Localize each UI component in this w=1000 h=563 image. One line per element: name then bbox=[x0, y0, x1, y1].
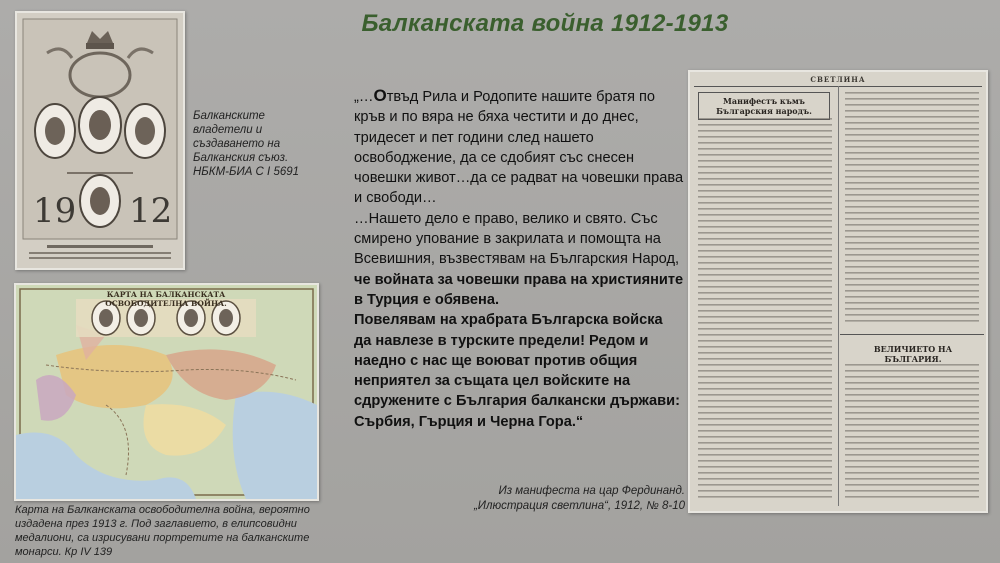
map-caption: Карта на Балканската освободителна война, вероятно издадена през 1913 г. Под заглавието, в елипсовидни медалиони, са изрисувани портретите на балканските монарси. Кр IV 139 bbox=[15, 504, 310, 558]
map-image bbox=[14, 283, 319, 501]
newspaper-headline: Манифестъ къмъ Българския народъ. bbox=[698, 92, 830, 120]
quote-initial: О bbox=[373, 86, 387, 105]
postcard-year-left: 19 bbox=[33, 191, 77, 231]
quote-part2-bold: че войната за човешки права на християните в Турция е обявена. bbox=[354, 271, 684, 308]
quote-open: „… bbox=[354, 89, 374, 105]
source-caption: Из манифеста на цар Фердинанд. „Илюстрация светлина“, 1912, № 8-10 bbox=[473, 485, 685, 512]
newspaper-image bbox=[688, 70, 988, 513]
quote-paragraph-1 bbox=[354, 86, 684, 209]
manifesto-quote bbox=[354, 86, 684, 432]
quote-part1-body: твъд Рила и Родопите нашите братя по кръв и по вяра не бяха честити и до днес, тридесет и пет години след нашето освободжение, да се сдобият със снесен човешки живот…да се радват на човешки права и свободи… bbox=[354, 89, 684, 207]
map-header: КАРТА НА БАЛКАНСКАТА ОСВОБОДИТЕЛНА ВОЙНА. bbox=[105, 290, 227, 308]
postcard-image bbox=[15, 11, 185, 270]
postcard-caption: Балканските владетели и създаването на Балканския съюз. НБКМ-БИА С I 5691 bbox=[193, 110, 300, 178]
newspaper-section-title: ВЕЛИЧИЕТО НА БЪЛГАРИЯ. bbox=[873, 344, 953, 364]
quote-part2-regular: …Нашето дело е право, велико и свято. Със смирено упование в закрилата и помощта на Всевишния, възвестявам на Българския Народ, bbox=[354, 210, 680, 268]
postcard-year-right: 12 bbox=[129, 191, 173, 231]
quote-paragraph-3: Повелявам на храбрата Българска войска да навлезе в турските предели! Редом и наедно с нас ще воюват против общия неприятел за същата цел войските на сдружените с България балкански държави: Сърбия, Гърция и Черна Гора.“ bbox=[354, 312, 680, 430]
map-illustration bbox=[16, 285, 317, 499]
newspaper-text-columns bbox=[690, 72, 986, 511]
newspaper-masthead: СВЕТЛИНА bbox=[810, 75, 866, 84]
quote-paragraph-2 bbox=[354, 209, 684, 310]
slide-title: Балканската война 1912-1913 bbox=[361, 10, 729, 37]
